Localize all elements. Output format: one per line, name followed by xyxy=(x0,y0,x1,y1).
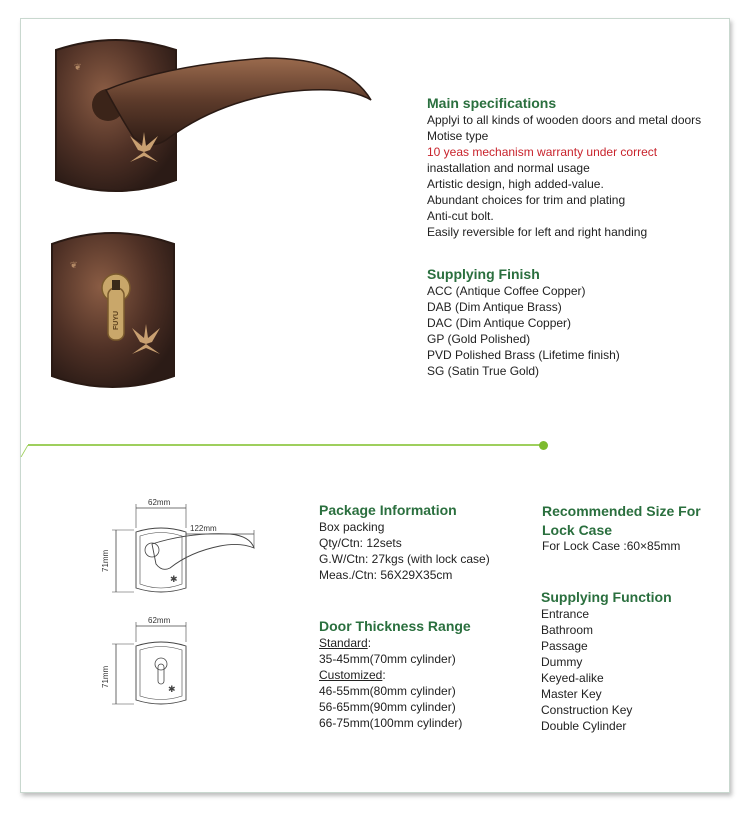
section-divider xyxy=(28,444,546,446)
svg-text:✱: ✱ xyxy=(168,684,176,694)
list-item: DAB (Dim Antique Brass) xyxy=(427,300,562,314)
function-list xyxy=(541,606,632,734)
escutcheon-dimension-diagram xyxy=(90,612,210,712)
list-item: Motise type xyxy=(427,129,489,143)
svg-text:✱: ✱ xyxy=(170,574,178,584)
list-item: Dummy xyxy=(541,655,583,669)
list-item: Artistic design, high added-value. xyxy=(427,177,604,191)
lever-dimension-diagram xyxy=(90,494,270,604)
list-item: inastallation and normal usage xyxy=(427,161,590,175)
door-thickness-list xyxy=(319,635,462,731)
list-item: Entrance xyxy=(541,607,590,621)
customized-label: Customized xyxy=(319,668,383,682)
lever-handle-photo xyxy=(46,30,386,200)
customized-label-row: Customized: xyxy=(319,668,386,682)
list-item: Meas./Ctn: 56X29X35cm xyxy=(319,568,453,582)
list-item: 35-45mm(70mm cylinder) xyxy=(319,652,456,666)
standard-label: Standard xyxy=(319,636,368,650)
list-item: Double Cylinder xyxy=(541,719,627,733)
list-item: Bathroom xyxy=(541,623,594,637)
escutcheon-width-label: 62mm xyxy=(148,616,171,625)
lock-case-list xyxy=(542,538,680,554)
list-item: Easily reversible for left and right handing xyxy=(427,225,648,239)
list-item: 56-65mm(90mm cylinder) xyxy=(319,700,456,714)
list-item: Qty/Ctn: 12sets xyxy=(319,536,402,550)
list-item: Anti-cut bolt. xyxy=(427,209,494,223)
list-item: Master Key xyxy=(541,687,602,701)
list-item: Passage xyxy=(541,639,588,653)
list-item: Keyed-alike xyxy=(541,671,604,685)
main-specs-title: Main specifications xyxy=(427,95,557,111)
list-item: Box packing xyxy=(319,520,385,534)
list-item: Abundant choices for trim and plating xyxy=(427,193,626,207)
list-item: ACC (Antique Coffee Copper) xyxy=(427,284,586,298)
list-item: G.W/Ctn: 27kgs (with lock case) xyxy=(319,552,490,566)
function-title: Supplying Function xyxy=(541,589,672,605)
handle-height-label: 71mm xyxy=(101,549,110,572)
lever-length-label: 122mm xyxy=(190,524,217,533)
lock-case-title-line1: Recommended Size For xyxy=(542,503,701,519)
svg-text:❦: ❦ xyxy=(70,260,78,270)
list-item: 46-55mm(80mm cylinder) xyxy=(319,684,456,698)
list-item: Construction Key xyxy=(541,703,633,717)
standard-label-row: Standard: xyxy=(319,636,372,650)
list-item: DAC (Dim Antique Copper) xyxy=(427,316,572,330)
lock-case-size: For Lock Case :60×85mm xyxy=(542,539,681,553)
package-title: Package Information xyxy=(319,502,457,518)
finish-list xyxy=(427,283,620,379)
lock-case-title-line2: Lock Case xyxy=(542,522,613,538)
main-specs-list xyxy=(427,112,701,240)
list-item: Applyi to all kinds of wooden doors and metal doors xyxy=(427,113,702,127)
handle-width-label: 62mm xyxy=(148,498,171,507)
warranty-line: 10 yeas mechanism warranty under correct xyxy=(427,145,658,159)
list-item: 66-75mm(100mm cylinder) xyxy=(319,716,463,730)
list-item: SG (Satin True Gold) xyxy=(427,364,540,378)
svg-text:❦: ❦ xyxy=(74,62,82,72)
divider-dot xyxy=(539,441,548,450)
lock-case-title xyxy=(542,502,701,540)
cylinder-brand: FUYU xyxy=(113,310,120,330)
package-list xyxy=(319,519,490,583)
finish-title: Supplying Finish xyxy=(427,266,540,282)
list-item: PVD Polished Brass (Lifetime finish) xyxy=(427,348,620,362)
escutcheon-height-label: 71mm xyxy=(101,665,110,688)
door-thickness-title: Door Thickness Range xyxy=(319,618,471,634)
escutcheon-photo xyxy=(46,226,186,396)
list-item: GP (Gold Polished) xyxy=(427,332,531,346)
